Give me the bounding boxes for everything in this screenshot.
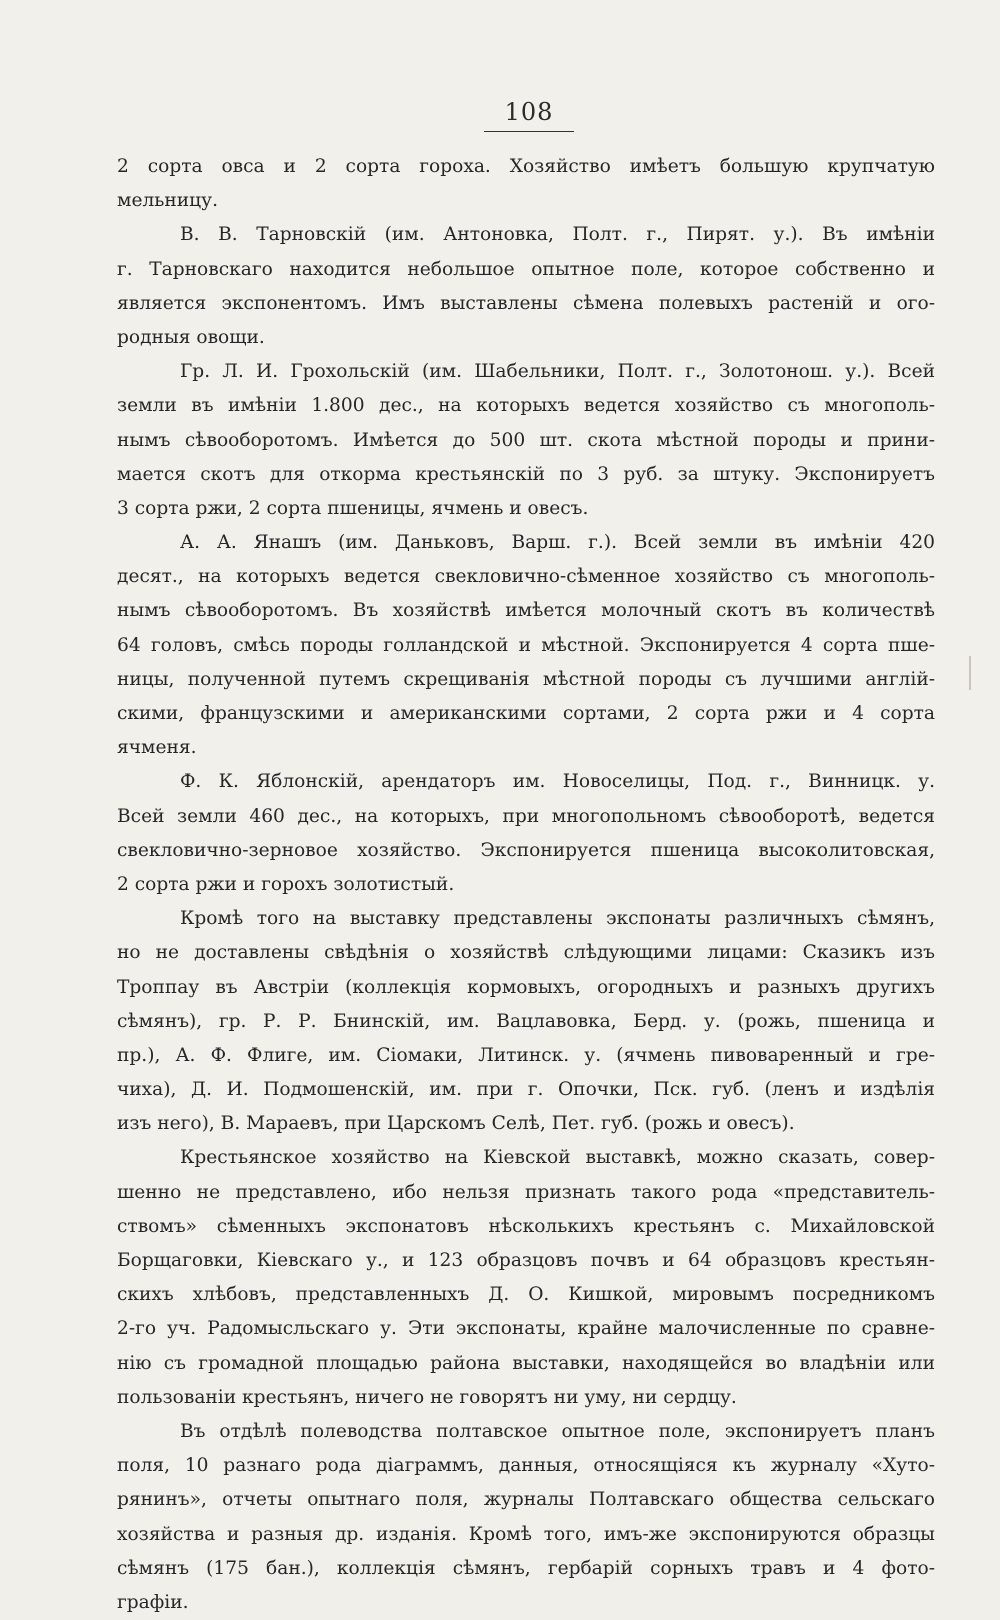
text-line: ницы, полученной путемъ скрещиванія мѣстной породы съ лучшими англій- — [117, 668, 935, 690]
text-line: г. Тарновскаго находится небольшое опытное поле, которое собственно и — [117, 258, 935, 280]
page-edge-mark — [969, 656, 971, 690]
text-line: Троппау въ Австріи (коллекція кормовыхъ, огородныхъ и разныхъ другихъ — [117, 976, 935, 998]
text-line: Ф. К. Яблонскій, арендаторъ им. Новоселицы, Под. г., Винницк. у. — [180, 771, 935, 793]
text-line: Въ отдѣлѣ полеводства полтавское опытное поле, экспонируетъ планъ — [180, 1420, 935, 1442]
text-line: Борщаговки, Кіевскаго у., и 123 образцовъ почвъ и 64 образцовъ крестьян- — [117, 1250, 935, 1271]
text-line: нымъ сѣвооборотомъ. Имѣется до 500 шт. скота мѣстной породы и прини- — [117, 429, 935, 451]
text-line: шенно не представлено, ибо нельзя признать такого рода «представитель- — [117, 1181, 935, 1203]
text-line: 2 сорта овса и 2 сорта гороха. Хозяйство имѣетъ большую крупчатую — [117, 156, 935, 177]
text-line: рянинъ», отчеты опытнаго поля, журналы Полтавскаго общества сельскаго — [117, 1489, 935, 1511]
text-line: свекловично-зерновое хозяйство. Экспонируется пшеница высоколитовская, — [117, 839, 935, 861]
text-line: В. В. Тарновскій (им. Антоновка, Полт. г., Пирят. у.). Въ имѣніи — [180, 224, 935, 246]
text-line: скими, французскими и американскими сортами, 2 сорта ржи и 4 сорта — [117, 703, 935, 724]
text-line: мается скотъ для откорма крестьянскій по 3 руб. за штуку. Экспонируетъ — [117, 463, 935, 485]
body-text — [117, 150, 935, 1620]
text-line: хозяйства и разныя др. изданія. Кромѣ того, имъ-же экспонируются образцы — [117, 1523, 935, 1545]
text-line: 2 сорта ржи и горохъ золотистый. — [117, 873, 455, 895]
text-line: чиха), Д. И. Подмошенскій, им. при г. Опочки, Пск. губ. (ленъ и издѣлія — [117, 1079, 935, 1101]
text-line: А. А. Янашъ (им. Даньковъ, Варш. г.). Всей земли въ имѣніи 420 — [180, 532, 935, 554]
text-line: Кромѣ того на выставку представлены экспонаты различныхъ сѣмянъ, — [180, 908, 935, 930]
text-line: сѣмянъ), гр. Р. Р. Бнинскій, им. Вацлавовка, Берд. у. (рожь, пшеница и — [117, 1010, 935, 1032]
text-line: скихъ хлѣбовъ, представленныхъ Д. О. Кишкой, мировымъ посредникомъ — [117, 1284, 935, 1306]
text-line: Крестьянское хозяйство на Кіевской выставкѣ, можно сказать, совер- — [180, 1147, 935, 1169]
text-line: но не доставлены свѣдѣнія о хозяйствѣ слѣдующими лицами: Сказикъ изъ — [117, 942, 935, 964]
text-line: нію съ громадной площадью района выставки, находящейся во владѣніи или — [117, 1352, 935, 1374]
text-line: ячменя. — [117, 737, 197, 759]
text-line: пользованіи крестьянъ, ничего не говорятъ ни уму, ни сердцу. — [117, 1386, 737, 1408]
text-line: сѣмянъ (175 бан.), коллекція сѣмянъ, гербарій сорныхъ травъ и 4 фото- — [117, 1557, 935, 1579]
text-line: 2-го уч. Радомысльскаго у. Эти экспонаты, крайне малочисленные по сравне- — [117, 1318, 935, 1340]
text-line: нымъ сѣвооборотомъ. Въ хозяйствѣ имѣется молочный скотъ въ количествѣ — [117, 600, 935, 622]
text-line: является экспонентомъ. Имъ выставлены сѣмена полевыхъ растеній и ого- — [117, 292, 935, 314]
text-line: изъ него), В. Мараевъ, при Царскомъ Селѣ, Пет. губ. (рожь и овесъ). — [117, 1113, 795, 1135]
page-number-rule — [484, 131, 574, 132]
text-line: графіи. — [117, 1591, 189, 1613]
page-number: 108 — [504, 98, 554, 126]
text-line: поля, 10 разнаго рода діаграммъ, данныя, относящіяся къ журналу «Хуто- — [117, 1455, 935, 1477]
text-line: ствомъ» сѣменныхъ экспонатовъ нѣсколькихъ крестьянъ с. Михайловской — [117, 1215, 935, 1237]
text-line: родныя овощи. — [117, 326, 265, 348]
text-line: земли въ имѣніи 1.800 дес., на которыхъ ведется хозяйство съ многополь- — [117, 395, 935, 417]
text-line: пр.), А. Ф. Флиге, им. Сіомаки, Литинск. у. (ячмень пивоваренный и гре- — [117, 1044, 935, 1066]
text-line: Гр. Л. И. Грохольскій (им. Шабельники, Полт. г., Золотонош. у.). Всей — [180, 361, 935, 383]
text-line: мельницу. — [117, 190, 218, 212]
text-line: десят., на которыхъ ведется свекловично-сѣменное хозяйство съ многополь- — [117, 566, 935, 588]
text-line: 3 сорта ржи, 2 сорта пшеницы, ячмень и овесъ. — [117, 497, 589, 519]
text-line: Всей земли 460 дес., на которыхъ, при многопольномъ сѣвооборотѣ, ведется — [117, 805, 935, 827]
text-line: 64 головъ, смѣсь породы голландской и мѣстной. Экспонируется 4 сорта пше- — [117, 634, 935, 656]
